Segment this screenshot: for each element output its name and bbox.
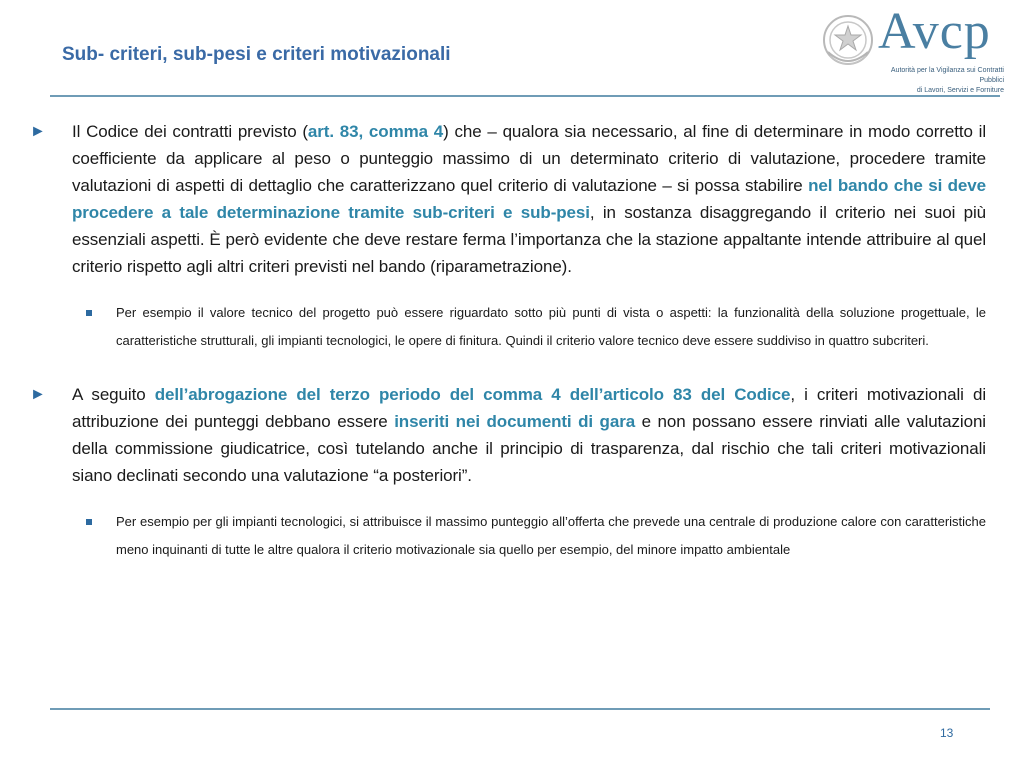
page-number: 13: [940, 726, 954, 740]
slide-title: Sub- criteri, sub-pesi e criteri motivazionali: [62, 44, 451, 65]
bullet-text: , i criteri motivazionali di attribuzione dei punteggi debbano essere: [72, 385, 986, 431]
slide-body: [30, 118, 986, 564]
bullet-text: e non possano essere rinviati alle valutazioni della commissione giudicatrice, così tutelando anche il principio di trasparenza, dal rischio che tali criteri motivazionali siano declinati secondo una valutazione “a posteriori”.: [72, 412, 986, 485]
logo-subtitle-line2: di Lavori, Servizi e Forniture: [916, 87, 1004, 94]
sub-bullet-text: Per esempio per gli impianti tecnologici, si attribuisce il massimo punteggio all’offerta che prevede una centrale di produzione calore con caratteristiche meno inquinanti di tutte le altre qualora il criterio motivazionale sia quello per esempio, del minore impatto ambientale: [116, 514, 986, 557]
logo-subtitle: [876, 66, 1004, 96]
square-bullet-icon: [86, 519, 92, 525]
highlight-text: nel bando che si deve procedere a tale determinazione tramite sub-criteri e sub-pesi: [72, 176, 986, 222]
avcp-logo: [820, 3, 1010, 94]
logo-subtitle-line1: Autorità per la Vigilanza sui Contratti Pubblici: [890, 67, 1004, 84]
bullet-codice: [30, 118, 986, 280]
highlight-text: dell’abrogazione del terzo periodo del comma 4 dell’articolo 83 del Codice: [154, 385, 791, 404]
arrow-bullet-icon: ►: [30, 386, 46, 403]
sub-bullet-example-1: [116, 299, 986, 355]
header-divider: [50, 95, 1000, 97]
sub-bullet-example-2: [116, 508, 986, 564]
footer-divider: [50, 708, 990, 710]
square-bullet-icon: [86, 310, 92, 316]
highlight-text: inseriti nei documenti di gara: [394, 412, 636, 431]
highlight-text: art. 83, comma 4: [307, 122, 444, 141]
bullet-text: , in sostanza disaggregando il criterio nei suoi più essenziali aspetti. È però evidente che deve restare ferma l’importanza che la stazione appaltante intende attribuire al quel criterio rispetto agli altri criteri previsti nel bando (riparametrazione).: [72, 203, 986, 276]
arrow-bullet-icon: ►: [30, 123, 46, 140]
republic-emblem-icon: [820, 12, 876, 72]
logo-brand: Avcp: [878, 3, 991, 60]
bullet-text: ) che – qualora sia necessario, al fine di determinare in modo corretto il coefficiente da applicare al peso o punteggio massimo di un determinato criterio di valutazione, procedere tramite valutazioni di aspetti di dettaglio che caratterizzano quel criterio di valutazione – si possa stabilire: [72, 122, 986, 195]
bullet-abrogazione: [30, 381, 986, 489]
bullet-text: A seguito: [72, 385, 155, 404]
sub-bullet-text: Per esempio il valore tecnico del progetto può essere riguardato sotto più punti di vista o aspetti: la funzionalità della soluzione progettuale, le caratteristiche strutturali, gli impianti tecnologici, le opere di finitura. Quindi il criterio valore tecnico deve essere suddiviso in quattro subcriteri.: [116, 305, 986, 348]
bullet-text: Il Codice dei contratti previsto (: [72, 122, 308, 141]
